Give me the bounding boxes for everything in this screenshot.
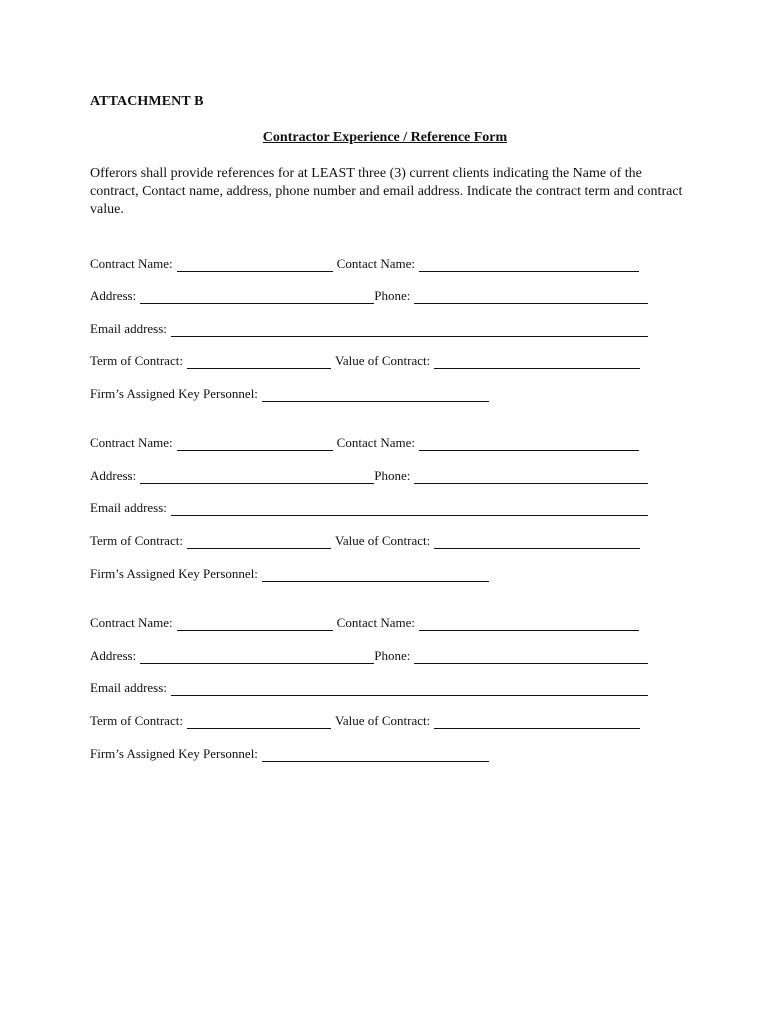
form-title bbox=[0, 130, 770, 146]
personnel-field-1[interactable] bbox=[262, 389, 489, 402]
personnel-field-3[interactable] bbox=[262, 749, 489, 762]
contact-name-field-2[interactable] bbox=[419, 438, 639, 451]
term-field-2[interactable] bbox=[187, 536, 331, 549]
email-field-2[interactable] bbox=[171, 503, 648, 516]
contract-name-field-1[interactable] bbox=[177, 259, 333, 272]
email-field-1[interactable] bbox=[171, 324, 648, 337]
row-personnel-1 bbox=[90, 384, 493, 402]
contract-name-field-2[interactable] bbox=[177, 438, 333, 451]
email-label: Email address: bbox=[90, 680, 167, 695]
row-email-3 bbox=[90, 678, 652, 696]
row-address-phone-3 bbox=[90, 646, 652, 664]
term-field-1[interactable] bbox=[187, 356, 331, 369]
contract-name-field-3[interactable] bbox=[177, 618, 333, 631]
term-label: Term of Contract: bbox=[90, 713, 183, 728]
row-personnel-2 bbox=[90, 564, 493, 582]
phone-field-1[interactable] bbox=[414, 291, 648, 304]
row-contract-contact-1 bbox=[90, 254, 643, 272]
term-field-3[interactable] bbox=[187, 716, 331, 729]
row-term-value-1 bbox=[90, 351, 644, 369]
phone-label: Phone: bbox=[374, 288, 411, 303]
intro-paragraph: Offerors shall provide references for at LEAST three (3) current clients indicating the Name of the contract, Contact name, address, phone number and email address. Indicate the contract term and contract value. bbox=[90, 166, 683, 217]
form-title-text: Contractor Experience / Reference Form bbox=[262, 130, 508, 145]
phone-label: Phone: bbox=[374, 648, 411, 663]
row-term-value-3 bbox=[90, 711, 644, 729]
contact-name-label: Contact Name: bbox=[336, 256, 416, 271]
attachment-heading: ATTACHMENT B bbox=[90, 94, 204, 109]
personnel-label: Firm’s Assigned Key Personnel: bbox=[90, 386, 258, 401]
row-email-1 bbox=[90, 319, 652, 337]
contract-name-label: Contract Name: bbox=[90, 256, 173, 271]
address-field-2[interactable] bbox=[140, 471, 374, 484]
value-field-3[interactable] bbox=[434, 716, 640, 729]
address-label: Address: bbox=[90, 648, 137, 663]
row-address-phone-1 bbox=[90, 286, 652, 304]
value-label: Value of Contract: bbox=[334, 353, 431, 368]
contact-name-label: Contact Name: bbox=[336, 615, 416, 630]
value-label: Value of Contract: bbox=[334, 533, 431, 548]
email-label: Email address: bbox=[90, 500, 167, 515]
email-field-3[interactable] bbox=[171, 683, 648, 696]
phone-field-2[interactable] bbox=[414, 471, 648, 484]
row-personnel-3 bbox=[90, 744, 493, 762]
phone-field-3[interactable] bbox=[414, 651, 648, 664]
address-label: Address: bbox=[90, 288, 137, 303]
contact-name-field-1[interactable] bbox=[419, 259, 639, 272]
row-term-value-2 bbox=[90, 531, 644, 549]
contact-name-label: Contact Name: bbox=[336, 435, 416, 450]
phone-label: Phone: bbox=[374, 468, 411, 483]
row-address-phone-2 bbox=[90, 466, 652, 484]
contact-name-field-3[interactable] bbox=[419, 618, 639, 631]
contract-name-label: Contract Name: bbox=[90, 615, 173, 630]
address-label: Address: bbox=[90, 468, 137, 483]
personnel-label: Firm’s Assigned Key Personnel: bbox=[90, 746, 258, 761]
value-label: Value of Contract: bbox=[334, 713, 431, 728]
value-field-2[interactable] bbox=[434, 536, 640, 549]
personnel-field-2[interactable] bbox=[262, 569, 489, 582]
contract-name-label: Contract Name: bbox=[90, 435, 173, 450]
address-field-3[interactable] bbox=[140, 651, 374, 664]
personnel-label: Firm’s Assigned Key Personnel: bbox=[90, 566, 258, 581]
term-label: Term of Contract: bbox=[90, 353, 183, 368]
value-field-1[interactable] bbox=[434, 356, 640, 369]
row-contract-contact-2 bbox=[90, 433, 643, 451]
term-label: Term of Contract: bbox=[90, 533, 183, 548]
row-contract-contact-3 bbox=[90, 613, 643, 631]
email-label: Email address: bbox=[90, 321, 167, 336]
row-email-2 bbox=[90, 498, 652, 516]
address-field-1[interactable] bbox=[140, 291, 374, 304]
